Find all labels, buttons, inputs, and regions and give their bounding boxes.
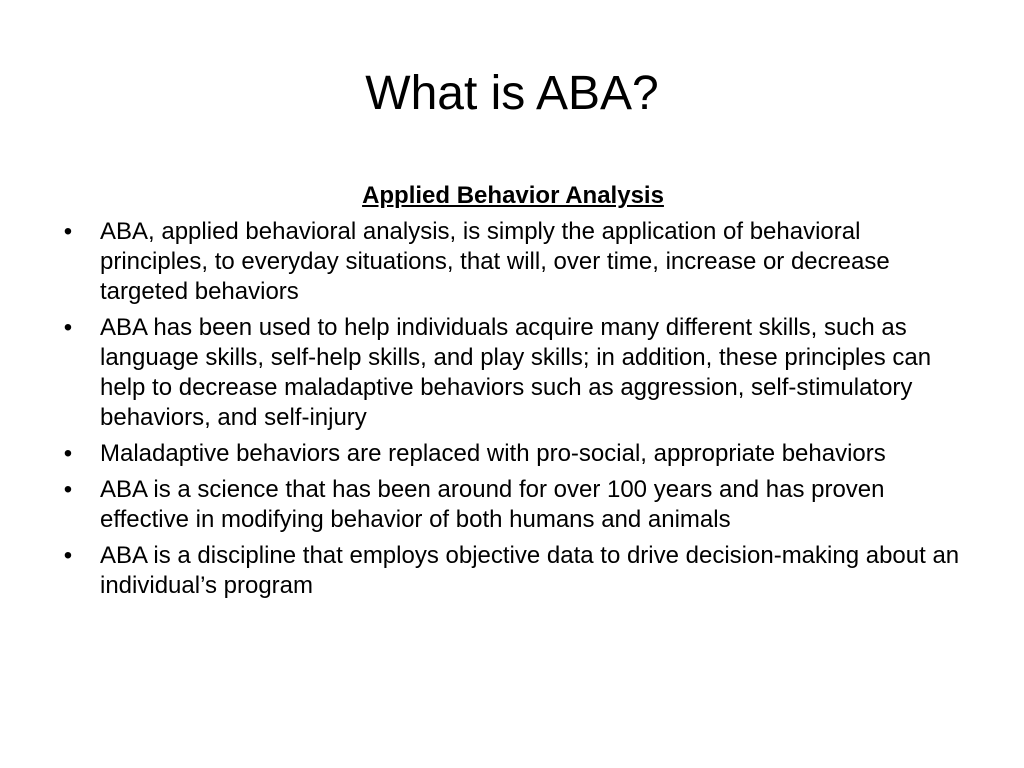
bullet-dot-icon: • (63, 218, 73, 245)
slide-title: What is ABA? (365, 67, 659, 120)
slide-content (58, 181, 968, 607)
bullet-dot-icon: • (63, 542, 73, 569)
bullet-item (58, 439, 968, 469)
bullet-text: ABA, applied behavioral analysis, is simply the application of behavioral principles, to everyday situations, that will, over time, increase or decrease targeted behaviors (100, 218, 890, 305)
bullet-text: ABA has been used to help individuals acquire many different skills, such as language skills, self-help skills, and play skills; in addition, these principles can help to decrease maladaptive behaviors such as aggression, self-stimulatory behaviors, and self-injury (100, 314, 932, 431)
bullet-dot-icon: • (63, 440, 73, 467)
bullet-item (58, 541, 968, 601)
bullet-text: Maladaptive behaviors are replaced with pro-social, appropriate behaviors (100, 440, 886, 467)
bullet-list (58, 217, 968, 601)
bullet-dot-icon: • (63, 314, 73, 341)
subheading: Applied Behavior Analysis (362, 182, 664, 209)
bullet-text: ABA is a discipline that employs objective data to drive decision-making about an individual’s program (100, 542, 960, 599)
bullet-dot-icon: • (63, 476, 73, 503)
bullet-item (58, 313, 968, 433)
bullet-text: ABA is a science that has been around for over 100 years and has proven effective in modifying behavior of both humans and animals (100, 476, 885, 533)
bullet-item (58, 475, 968, 535)
bullet-item (58, 217, 968, 307)
